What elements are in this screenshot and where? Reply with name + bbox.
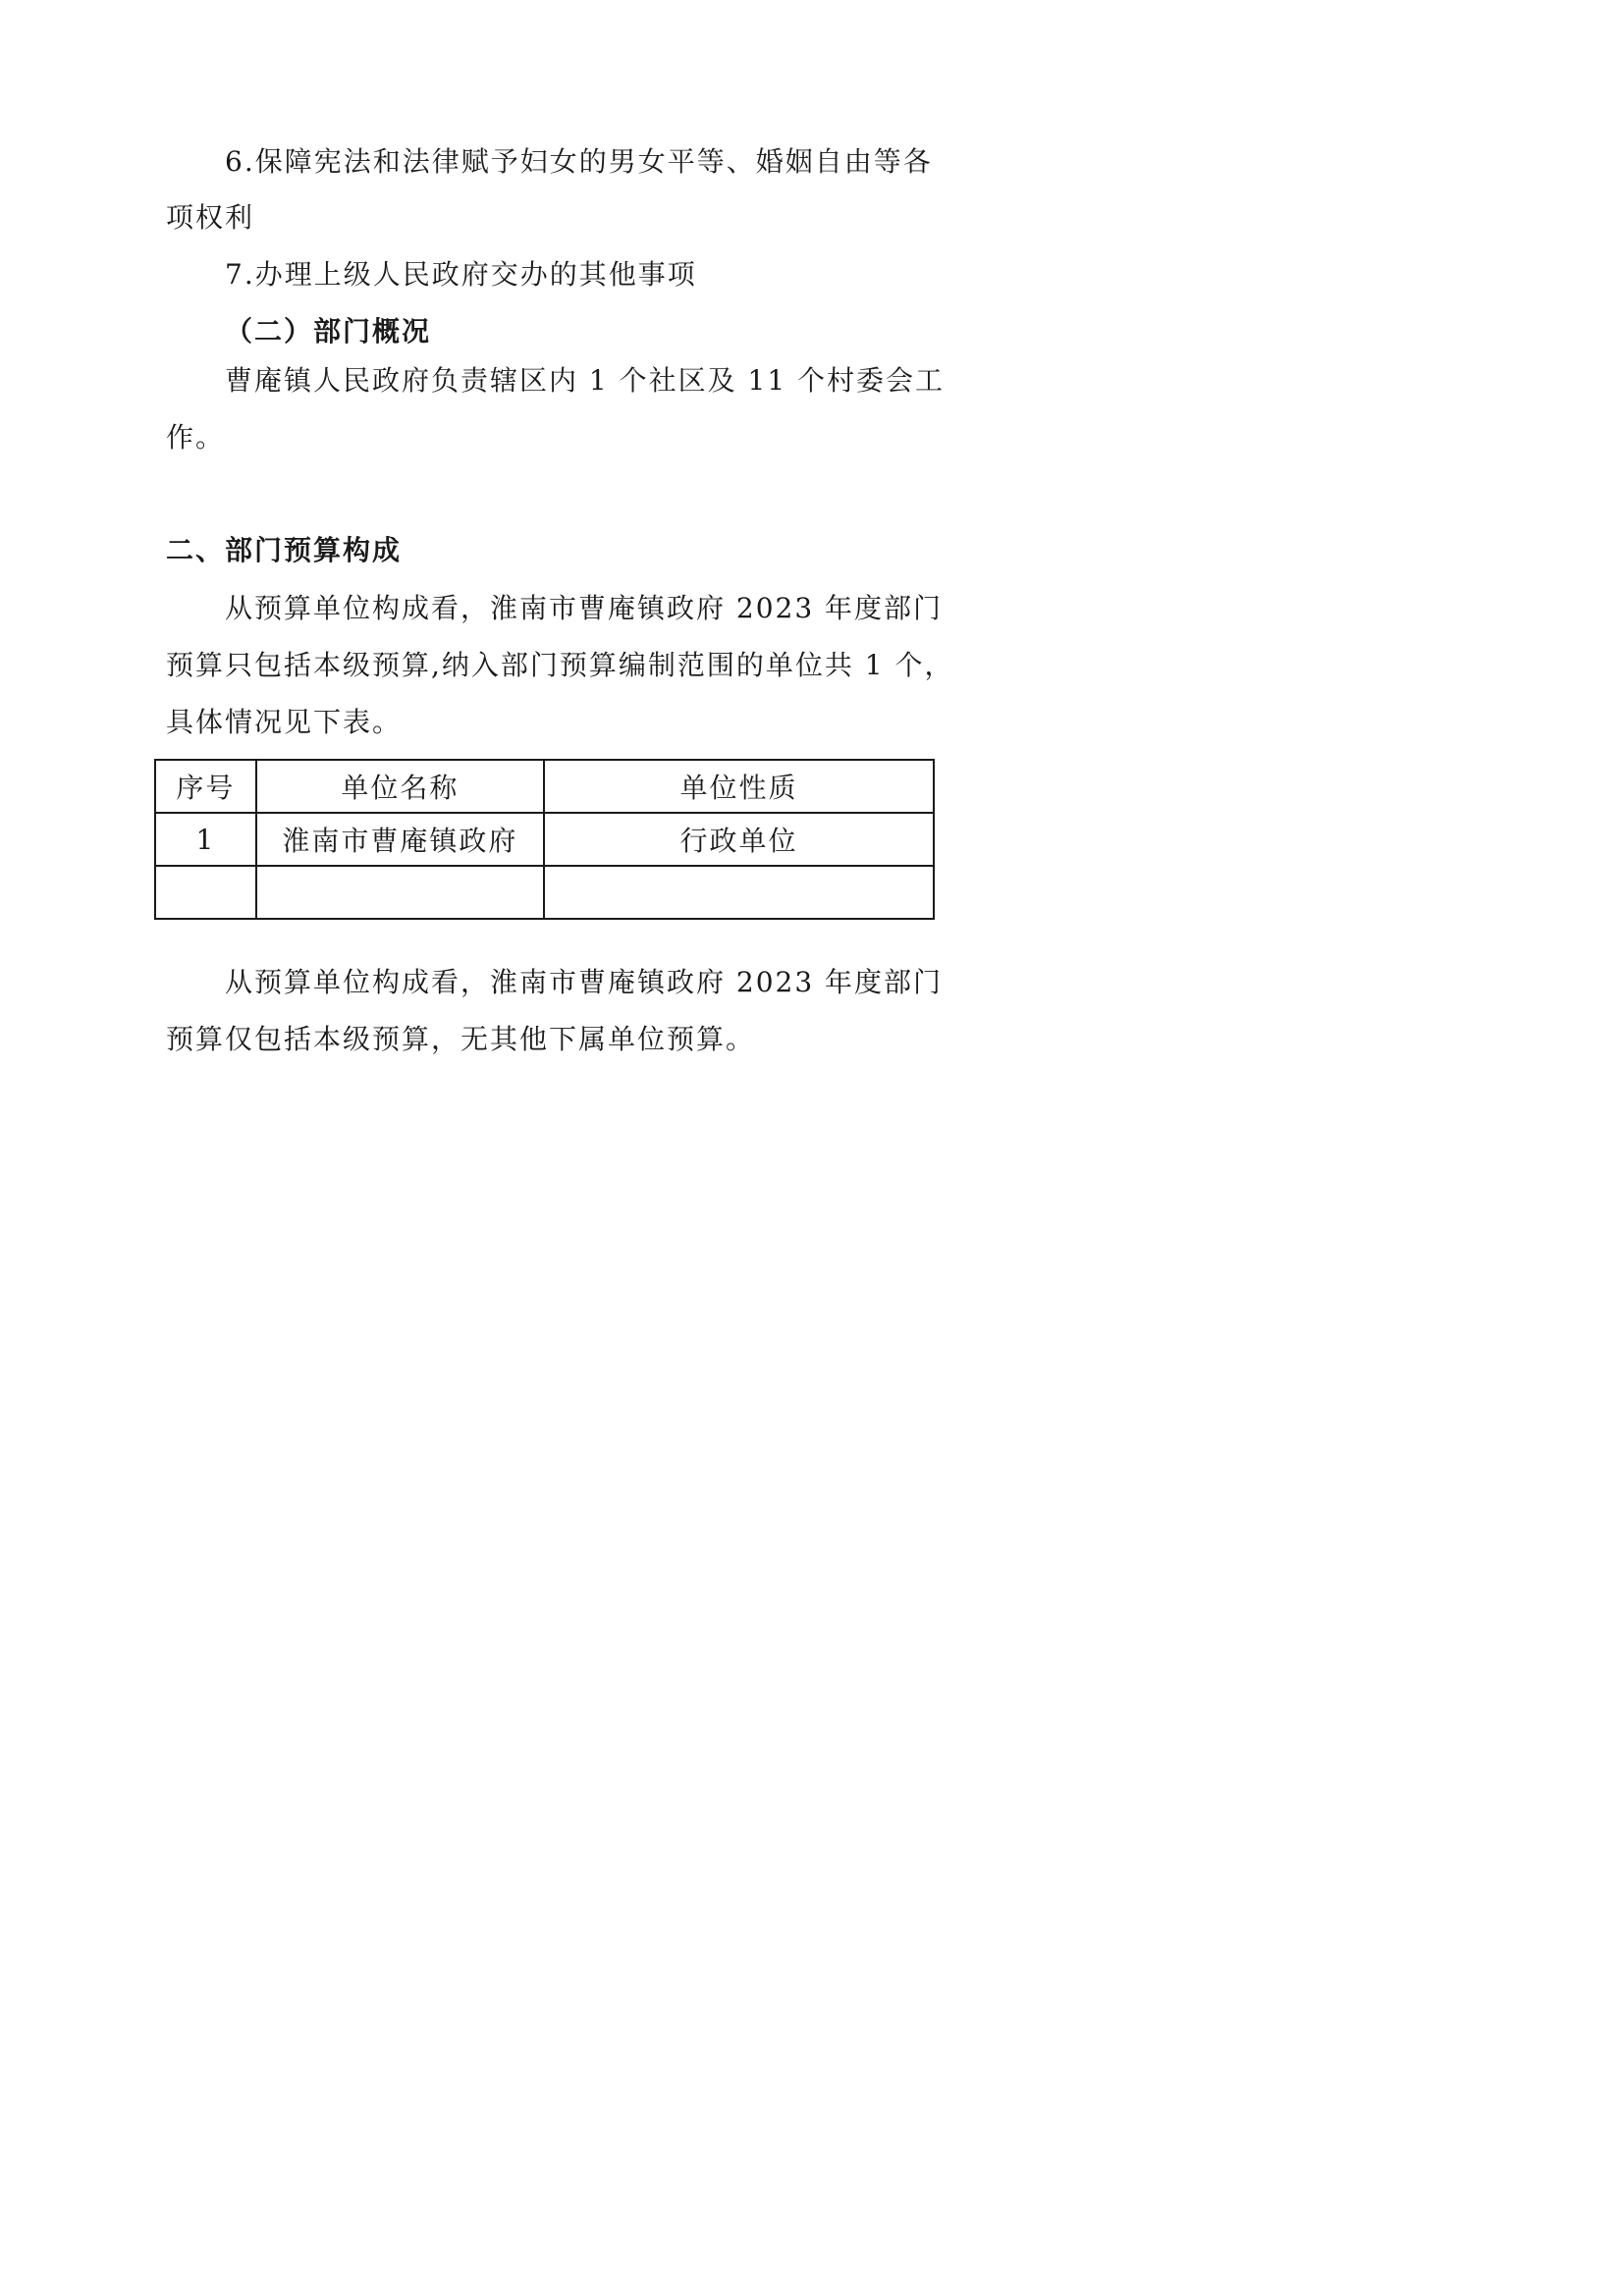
overview-paragraph-line-2: 作。 [166,421,226,454]
composition-paragraph-line-1: 从预算单位构成看，淮南市曹庵镇政府 2023 年度部门 [225,592,944,624]
header-unit-type: 单位性质 [544,760,934,813]
cell-unit-type: 行政单位 [544,813,934,866]
closing-paragraph-line-2: 预算仅包括本级预算，无其他下属单位预算。 [166,1023,756,1055]
document-page [0,0,1082,1530]
closing-paragraph-line-1: 从预算单位构成看，淮南市曹庵镇政府 2023 年度部门 [225,966,944,998]
cell-unit-type [544,866,934,919]
cell-serial-number [155,866,256,919]
header-serial-number: 序号 [155,760,256,813]
list-item-6-line-1: 6.保障宪法和法律赋予妇女的男女平等、婚姻自由等各 [225,145,933,178]
composition-paragraph-line-3: 具体情况见下表。 [166,706,403,738]
cell-unit-name [256,866,544,919]
overview-paragraph-line-1: 曹庵镇人民政府负责辖区内 1 个社区及 11 个村委会工 [225,364,946,397]
table-row [155,813,934,866]
header-unit-name: 单位名称 [256,760,544,813]
subheading-department-overview: （二）部门概况 [225,315,432,347]
list-item-7: 7.办理上级人民政府交办的其他事项 [225,258,697,291]
composition-paragraph-line-2: 预算只包括本级预算,纳入部门预算编制范围的单位共 1 个， [166,649,954,681]
cell-unit-name: 淮南市曹庵镇政府 [256,813,544,866]
cell-serial-number: 1 [155,813,256,866]
section-heading-budget-composition: 二、部门预算构成 [166,534,403,566]
budget-units-table [154,759,935,920]
table-header-row [155,760,934,813]
list-item-6-line-2: 项权利 [166,201,255,234]
table-row [155,866,934,919]
